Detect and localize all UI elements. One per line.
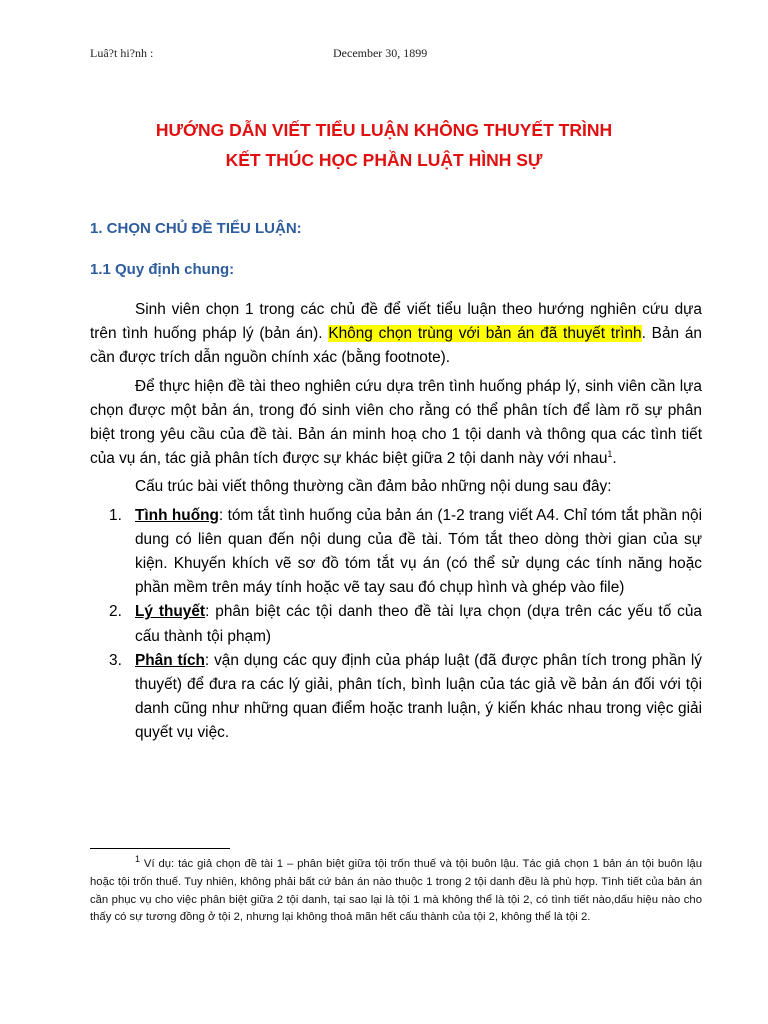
list-item-text: : vận dụng các quy định của pháp luật (đã được phân tích trong phần lý thuyết) để đưa ra các lý giải, phân tích, bình luận của tác giả về bản án đối với tội danh cũng như những quan điểm hoặc tranh luận, ý kiến khác nhau trong việc giải quyết vụ việc. xyxy=(135,651,702,742)
document-title-line-1: HƯỚNG DẪN VIẾT TIỂU LUẬN KHÔNG THUYẾT TRÌNH xyxy=(155,120,613,140)
section-heading: 1. CHỌN CHỦ ĐỀ TIỂU LUẬN: xyxy=(90,220,302,237)
list-item-term: Tình huống xyxy=(135,506,219,524)
paragraph-structure-intro: Cấu trúc bài viết thông thường cần đảm bảo những nội dung sau đây: xyxy=(135,478,612,496)
footnote xyxy=(90,856,702,927)
paragraph-text: Để thực hiện đề tài theo nghiên cứu dựa trên tình huống pháp lý, sinh viên cần lựa chọn được một bản án, trong đó sinh viên cho rằng có thể phân tích để làm rõ sự phân biệt trong yêu cầu của đề tài. Bản án minh hoạ cho 1 tội danh và thông qua các tình tiết của vụ án, tác giả phân tích được sự khác biệt giữa 2 tội danh này với nhau xyxy=(90,377,702,468)
paragraph-text: . Bản án cần được trích dẫn nguồn chính xác (bằng footnote). xyxy=(90,325,702,367)
paragraph-text: . xyxy=(612,450,617,468)
list-item-text: : tóm tắt tình huống của bản án (1-2 trang viết A4. Chỉ tóm tắt phần nội dung có liên quan đến nội dung của đề tài. Tóm tắt theo dòng thời gian của sự kiện. Khuyến khích vẽ sơ đồ tóm tắt vụ án (có thể sử dụng các tính năng hoặc phần mềm trên máy tính hoặc vẽ tay sau đó chụp hình và ghép vào file) xyxy=(135,506,702,597)
paragraph-topic-selection xyxy=(90,298,702,371)
footnote-text: Ví dụ: tác giả chọn đề tài 1 – phân biệt giữa tội trốn thuế và tội buôn lậu. Tác giả chọn 1 bản án tội buôn lậu hoặc tội trốn thuế. Tuy nhiên, không phải bất cứ bản án nào thuộc 1 trong 2 tội danh đều là phù hợp. Tình tiết của bản án cần phục vụ cho việc phân biệt giữa 2 tội danh, tại sao lại là tội 1 mà không thể là tội 2, có tình tiết nào,dấu hiệu nào cho thấy có sự tương đồng ở tội 2, nhưng lại không thoả mãn hết cấu thành của tội 2, không thể là tội 2. xyxy=(90,858,702,924)
list-item-term: Lý thuyết xyxy=(135,603,206,621)
structure-list xyxy=(90,504,702,746)
highlighted-text: Không chọn trùng với bản án đã thuyết trình xyxy=(328,325,642,343)
paragraph-text: Sinh viên chọn 1 trong các chủ đề để viết tiểu luận theo hướng nghiên cứu dựa trên tình huống pháp lý (bản án). xyxy=(90,301,702,343)
header-course-name: Luâ?t hi?nh : xyxy=(90,46,154,60)
page-header xyxy=(0,46,768,66)
document-body xyxy=(90,298,702,746)
subsection-heading: 1.1 Quy định chung: xyxy=(90,261,235,278)
footnote-paragraph xyxy=(90,856,702,927)
header-date: December 30, 1899 xyxy=(333,46,428,60)
list-item-term: Phân tích xyxy=(135,651,205,669)
list-item xyxy=(135,649,702,746)
list-item xyxy=(135,600,702,648)
paragraph-case-analysis xyxy=(90,375,702,472)
footnote-separator xyxy=(90,848,230,849)
document-title-line-2: KẾT THÚC HỌC PHẦN LUẬT HÌNH SỰ xyxy=(225,150,543,170)
list-item xyxy=(135,504,702,601)
footnote-reference[interactable]: 1 xyxy=(607,449,613,460)
list-item-text: : phân biệt các tội danh theo đề tài lựa chọn (dựa trên các yếu tố của cấu thành tội phạm) xyxy=(135,603,702,645)
footnote-marker: 1 xyxy=(135,854,141,865)
